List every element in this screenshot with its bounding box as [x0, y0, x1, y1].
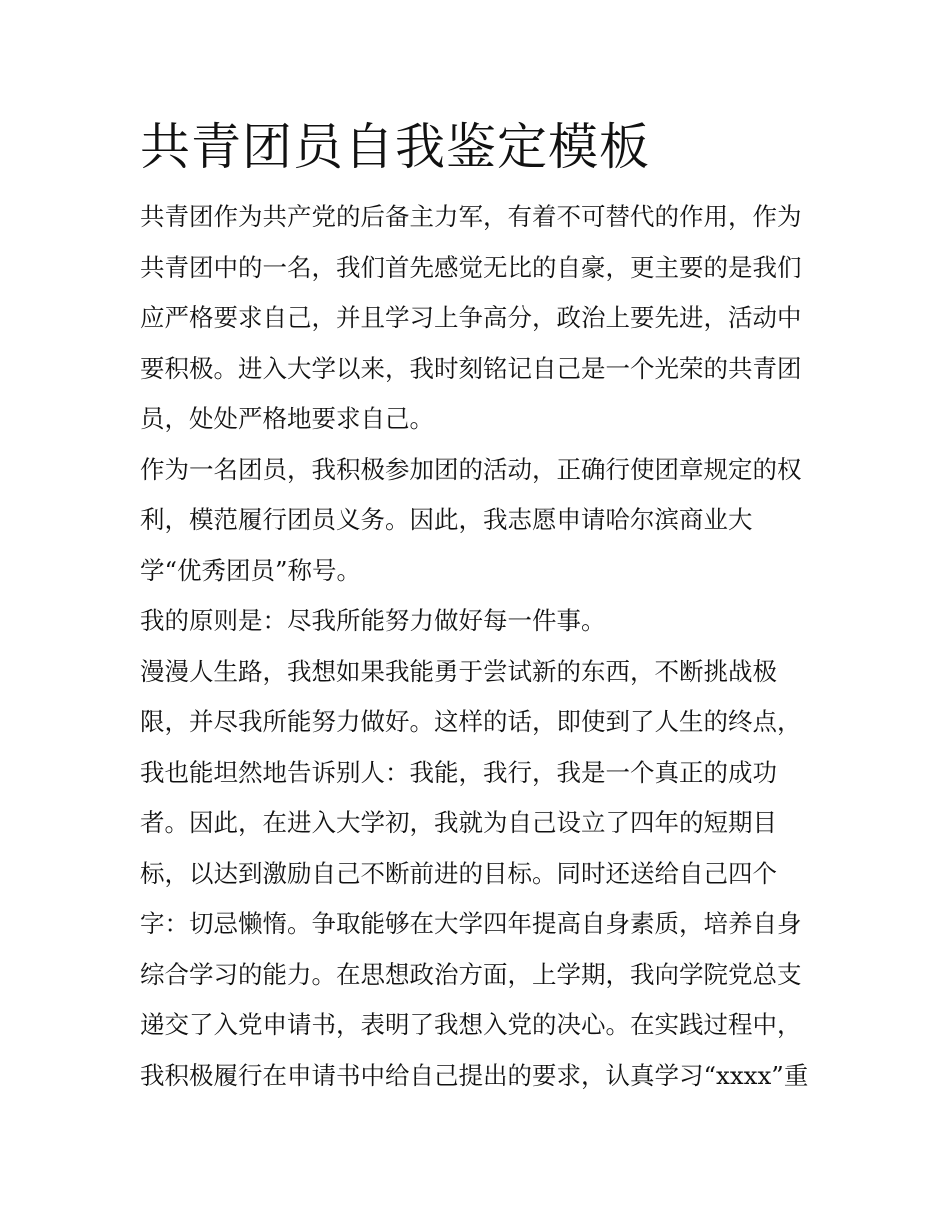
paragraph-intro — [140, 192, 816, 445]
text-line: 共青团中的一名，我们首先感觉无比的自豪，更主要的是我们 — [140, 252, 802, 282]
text-line: 者。因此，在进入大学初，我就为自己设立了四年的短期目 — [140, 808, 777, 837]
paragraph-principle — [140, 596, 816, 647]
text-line: 我的原则是：尽我所能努力做好每一件事。 — [140, 606, 606, 635]
text-line: 要积极。进入大学以来，我时刻铭记自己是一个光荣的共青团 — [140, 353, 802, 383]
text-line: 应严格要求自己，并且学习上争高分，政治上要先进，活动中 — [140, 303, 802, 332]
text-line: 标，以达到激励自己不断前进的目标。同时还送给自己四个 — [140, 858, 777, 888]
text-line: 漫漫人生路，我想如果我能勇于尝试新的东西，不断挑战极 — [140, 656, 777, 686]
document-title: 共青团员自我鉴定模板 — [140, 118, 650, 176]
text-line: 综合学习的能力。在思想政治方面，上学期，我向学院党总支 — [140, 959, 802, 989]
text-line: 递交了入党申请书，表明了我想入党的决心。在实践过程中， — [140, 1010, 802, 1039]
text-line: 我也能坦然地告诉别人：我能，我行，我是一个真正的成功 — [140, 757, 777, 787]
document-page — [140, 112, 816, 1101]
paragraph-life-path — [140, 647, 816, 1102]
text-line: 作为一名团员，我积极参加团的活动，正确行使团章规定的权 — [140, 454, 802, 484]
text-line: 共青团作为共产党的后备主力军，有着不可替代的作用，作为 — [140, 202, 802, 231]
text-line: 利，模范履行团员义务。因此，我志愿申请哈尔滨商业大 — [140, 505, 753, 534]
text-line: 学“优秀团员”称号。 — [140, 555, 362, 585]
text-line: 字：切忌懒惰。争取能够在大学四年提高自身素质，培养自身 — [140, 909, 802, 938]
text-line: 限，并尽我所能努力做好。这样的话，即使到了人生的终点， — [140, 707, 802, 736]
text-line: 我积极履行在申请书中给自己提出的要求，认真学习“xxxx”重 — [140, 1060, 809, 1090]
paragraph-application — [140, 445, 816, 597]
text-line: 员，处处严格地要求自己。 — [140, 404, 434, 433]
